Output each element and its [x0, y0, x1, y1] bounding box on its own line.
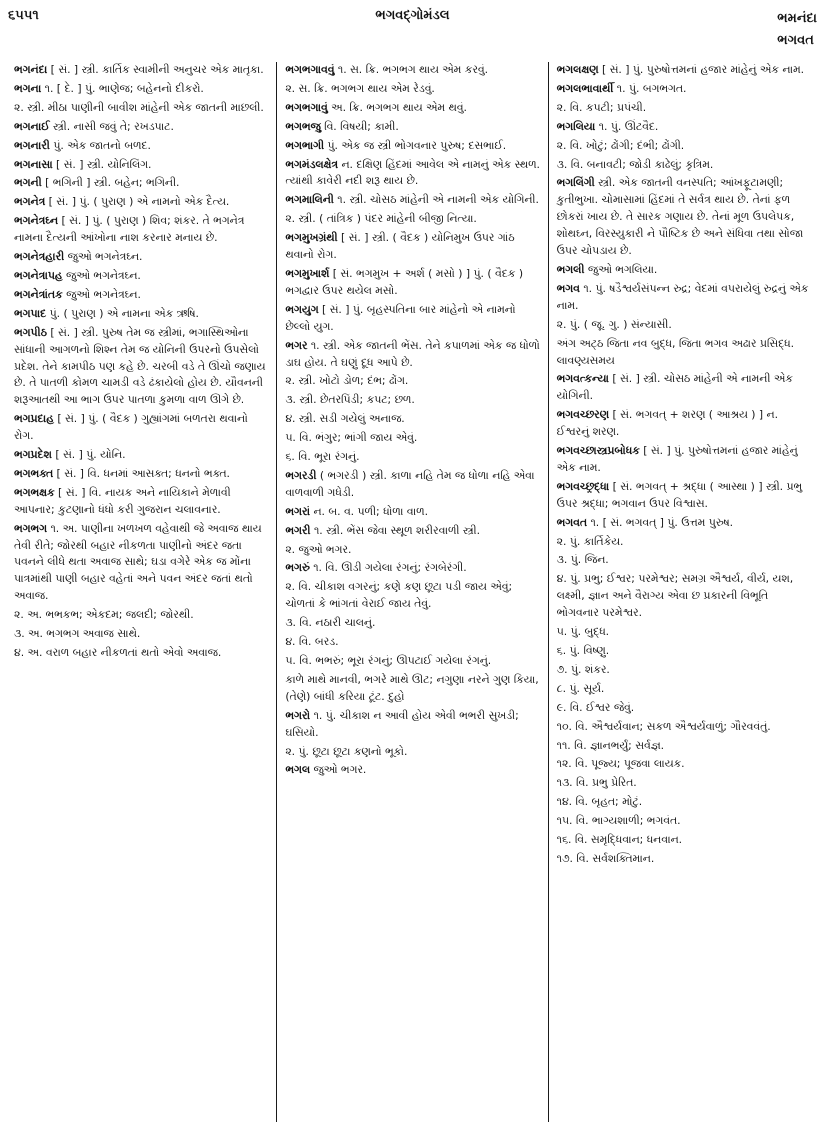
definition-text: ૩. સ્ત્રી. છેતરપિંડી; કપટ; છળ.	[285, 393, 415, 407]
dictionary-entry	[285, 373, 541, 390]
dictionary-entry	[285, 615, 541, 632]
definition-text: [ સં. ] પું. પુરુષોત્તમનાં હજાર માંહેનું એક નામ.	[598, 63, 805, 76]
dictionary-entry	[557, 719, 813, 736]
dictionary-entry	[557, 813, 813, 830]
dictionary-entry	[285, 411, 541, 428]
headword: ભગભાગી	[285, 138, 325, 152]
definition-text: ૧. સ. ક્રિ. ભગભગ થાય એમ કરવું.	[334, 63, 489, 76]
dictionary-entry	[285, 542, 541, 559]
dictionary-entry	[557, 281, 813, 315]
headword: ભગભક્ષક	[14, 485, 55, 499]
dictionary-entry	[285, 560, 541, 577]
dictionary-entry	[14, 119, 270, 136]
headword: ભગલિયા	[556, 119, 596, 133]
definition-text: ૬. પું. વિષ્ણુ.	[556, 644, 610, 657]
dictionary-entry	[557, 175, 813, 260]
definition-text: ૧. સ્ત્રી. ચોસઠ માંહેની એ નામની એક યોગિની.	[333, 193, 539, 207]
dictionary-entry	[557, 81, 813, 98]
dictionary-entry	[557, 552, 813, 569]
definition-text: ૧૨. વિ. પૂજ્ય; પૂજવા લાયક.	[556, 757, 685, 771]
headword: ભગલભાવાર્થી	[556, 81, 614, 95]
column-right	[549, 62, 819, 1122]
dictionary-entry	[14, 268, 270, 285]
definition-text: ૩. વિ. બનાવટી; જોડી કાઢેલું; કૃત્રિમ.	[556, 157, 714, 171]
definition-text: ૬. વિ. ભૂરા રંગનું.	[285, 450, 360, 464]
headword: ભગરો	[285, 708, 311, 722]
definition-text: [ સં. ] સ્ત્રી. ( વૈદક ) યોનિમુખ ઉપર ગાંઠ થવાનો રોગ.	[285, 231, 515, 262]
dictionary-entry	[557, 407, 813, 441]
dictionary-entry	[285, 119, 541, 136]
definition-text: [ સં. ] પું. બૃહસ્પતિના બાર માંહેનો એ નામનો છેલ્લો યુગ.	[285, 302, 516, 333]
dictionary-entry	[557, 681, 813, 698]
definition-text: ૨. પું. કાર્તિકેય.	[556, 534, 624, 548]
definition-text: સ્ત્રી. નાસી જવું તે; રખડપાટ.	[49, 119, 174, 133]
headword: ભગવત્કન્યા	[556, 372, 609, 386]
definition-text: [ સં. ] પું. યોનિ.	[51, 448, 126, 462]
headword: ભગનેત્રાપહ	[14, 268, 63, 282]
dictionary-entry	[14, 249, 270, 266]
dictionary-entry	[14, 607, 270, 624]
definition-text: [ સં. ] પું. પુરુષોત્તમનાં હજાર માંહેનું એક નામ.	[556, 444, 798, 474]
dictionary-entry	[557, 443, 813, 477]
definition-text: ૧. પું. ચીકાશ ન આવી હોય એવી ભભરી સુખડી; ઘસિયો.	[285, 708, 519, 739]
definition-text: ૧. [ સં. ભગવત્ ] પું. ઉત્તમ પુરુષ.	[587, 515, 734, 529]
definition-text: ૫. વિ. ભભરું; ભૂરા રંગનું; ઊપટાઈ ગયેલા રંગનું.	[285, 654, 492, 667]
guide-word-last: ભગવત	[777, 33, 814, 48]
definition-text: [ સં. ] પું. ( પુરાણ ) શિવ; શંકર. તે ભગનેત્ર નામના દૈત્યની આંખોના નાશ કરનાર મનાય છે.	[14, 214, 245, 245]
dictionary-entry	[557, 662, 813, 679]
headword: ભગલિંગી	[556, 176, 595, 190]
dictionary-entry	[557, 643, 813, 660]
dictionary-entry	[14, 194, 270, 211]
dictionary-entry	[285, 302, 541, 336]
definition-text: ૧. વિ. ઊડી ગયેલા રંગનું; રંગબેરંગી.	[309, 561, 467, 575]
definition-text: [ ભગિની ] સ્ત્રી. બહેન; ભગિની.	[41, 176, 180, 190]
dictionary-entry	[14, 138, 270, 155]
definition-text: [ સં. ] સ્ત્રી. કાર્તિક સ્વામીની અનુચર એક માતૃકા.	[47, 63, 264, 76]
definition-text: [ સં. ] પું. ( વૈદક ) ગુહ્યાંગમાં બળતરા થવાનો રોગ.	[14, 412, 248, 443]
definition-text: ૧. [ દે. ] પું. ભાણેજ; બહેનનો દીકરો.	[41, 81, 204, 95]
dictionary-entry	[285, 211, 541, 228]
dictionary-entry	[557, 100, 813, 117]
page-header	[0, 0, 825, 60]
definition-text: ૩. પું. જિન.	[556, 553, 609, 567]
definition-text: અંગ અટ્ઠ જિતા નવ બુદ્ધ, જિતા ભગવ અઢાર પ્રસિદ્ધ. લાવણ્યસમય	[556, 336, 795, 367]
dictionary-entry	[285, 392, 541, 409]
definition-text: ૨. અ. ભભકભ; એકદમ; જલદી; જોરથી.	[14, 608, 194, 622]
dictionary-entry	[285, 192, 541, 209]
definition-text: ૧. સ્ત્રી. એક જાતની ભેંસ. તેને કપાળમાં એક જ ધોળો ડાઘ હોય. તે ઘણું દૂધ આપે છે.	[285, 338, 540, 369]
dictionary-entry	[285, 100, 541, 117]
headword: ભગવચ્છાસ્ત્રપ્રબોધક	[556, 444, 640, 458]
definition-text: ૧૫. વિ. ભાગ્યશાળી; ભગવંત.	[556, 814, 681, 828]
definition-text: જુઓ ભગનેત્રઘ્ન.	[62, 287, 141, 301]
dictionary-entry	[557, 534, 813, 551]
headword: ભગનાઈ	[14, 119, 50, 133]
definition-text: ૫. વિ. ભંગુર; ભાંગી જાય એવું.	[285, 431, 418, 445]
definition-text: ન. બ. વ. પળી; ધોળા વાળ.	[310, 504, 429, 518]
dictionary-entry	[285, 762, 541, 779]
definition-text: ૪. પું. પ્રભુ; ઈશ્વર; પરમેશ્વર; સમગ્ર ઐશ્વર્ય, વીર્ય, યશ, લક્ષ્મી, જ્ઞાન અને વૈરાગ્ય એવા છ પ્રકારની વિભૂતિ ભોગવનાર પરમેશ્વર.	[556, 572, 794, 620]
dictionary-entry	[285, 634, 541, 651]
dictionary-entry	[285, 266, 541, 300]
headword: ભગભગાવું	[285, 100, 328, 114]
dictionary-entry	[557, 832, 813, 849]
definition-text: ( ભગરડી ) સ્ત્રી. કાળા નહિ તેમ જ ધોળા નહિ એવા વાળવાળી ગધેડી.	[285, 468, 535, 499]
dictionary-entry	[14, 175, 270, 192]
dictionary-entry	[14, 447, 270, 464]
definition-text: ૧૭. વિ. સર્વશક્તિમાન.	[556, 851, 655, 865]
headword: ભગનેત્રહારી	[14, 250, 65, 264]
headword: ભગનેત્રાંતક	[14, 287, 63, 301]
headword: ભગભજુ	[285, 119, 321, 133]
dictionary-entry	[285, 523, 541, 540]
dictionary-entry	[557, 700, 813, 717]
column-left	[6, 62, 277, 1122]
definition-text: ૨. સ્ત્રી. ખોટો ડોળ; દંભ; ઢોંગ.	[285, 374, 409, 388]
dictionary-entry	[285, 744, 541, 761]
headword: ભગમુખાર્શ	[285, 266, 330, 280]
dictionary-entry	[285, 62, 541, 79]
definition-text: [ સં. ભગવત્ + શ્રદ્ધા ( આસ્થા ) ] સ્ત્રી. પ્રભુ ઉપર શ્રદ્ધા; ભગવાન ઉપર વિશ્વાસ.	[556, 479, 803, 510]
dictionary-entry	[14, 645, 270, 662]
dictionary-entry	[285, 338, 541, 372]
dictionary-entry	[557, 794, 813, 811]
headword: ભગમંડલક્ષેત્ર	[285, 157, 339, 171]
dictionary-entry	[14, 213, 270, 247]
definition-text: જુઓ ભગર.	[310, 763, 367, 777]
dictionary-entry	[285, 672, 541, 706]
headword: ભગભગાવવું	[285, 63, 335, 76]
definition-text: ૧. પું. બગભગત.	[613, 81, 687, 95]
headword: ભગનંદા	[14, 63, 48, 76]
headword: ભગમુખગ્રંથી	[285, 231, 338, 245]
definition-text: પું. એક જાતનો બળદ.	[49, 138, 151, 152]
dictionary-entry	[14, 81, 270, 98]
headword: ભગલક્ષણ	[556, 63, 599, 76]
dictionary-entry	[557, 138, 813, 155]
definition-text: [ સં. ભગવત્ + શરણ ( આશ્રય ) ] ન. ઈશ્વરનું શરણ.	[556, 408, 779, 439]
definition-text: પું. એક જ સ્ત્રી ભોગવનાર પુરુષ; દસભાઈ.	[324, 138, 507, 152]
definition-text: ૮. પું. સૂર્ય.	[556, 681, 605, 695]
dictionary-entry	[14, 157, 270, 174]
headword: ભગવ	[556, 281, 580, 295]
dictionary-columns	[6, 62, 819, 1122]
dictionary-entry	[285, 81, 541, 98]
dictionary-entry	[557, 851, 813, 868]
definition-text: ૭. પું. શંકર.	[556, 662, 610, 676]
headword: ભગવચ્છરણ	[556, 408, 610, 422]
headword: ભગમાલિની	[285, 193, 334, 207]
dictionary-entry	[285, 230, 541, 264]
definition-text: સ્ત્રી. એક જાતની વનસ્પતિ; આંખફૂટામણી; કુતીભુખા. ચોમાસામાં હિંદમાં તે સર્વત્ર થાય છે. તેનાં ફળ છોકરાં ખાય છે. તે સારક ગણાય છે. તેનાં મૂળ ઉપલેપક, શોથઘ્ન, વિરસ્યુકારી ને પૌષ્ટિક છે અને સંધિવા તથા સોજા ઉપર ચોપડાય છે.	[556, 176, 804, 258]
dictionary-entry	[14, 626, 270, 643]
dictionary-entry	[14, 306, 270, 323]
headword: ભગવત	[556, 515, 588, 529]
dictionary-entry	[285, 157, 541, 191]
dictionary-entry	[285, 653, 541, 670]
definition-text: ૨. વિ. ખોટું; ઢોંગી; દંભી; ઢોંગી.	[556, 138, 685, 152]
dictionary-entry	[557, 119, 813, 136]
dictionary-entry	[14, 287, 270, 304]
definition-text: અ. ક્રિ. ભગભગ થાય એમ થવું.	[327, 100, 467, 114]
definition-text: ૯. વિ. ઈશ્વર જેવું.	[556, 700, 635, 714]
headword: ભગયુગ	[285, 302, 319, 316]
definition-text: કાળે માથે માનવી, ભગરે માથે ઊટ; નગુણા નરને ગુણ કિયા, (તેણે) બાંધી કરિયા ટૂંટ. દુહો	[285, 672, 539, 703]
dictionary-entry	[285, 138, 541, 155]
definition-text: ૨. સ્ત્રી. ( તાંત્રિક ) પંદર માંહેની બીજી નિત્યા.	[285, 212, 477, 226]
dictionary-entry	[285, 430, 541, 447]
dictionary-entry	[557, 738, 813, 755]
dictionary-entry	[285, 579, 541, 613]
definition-text: ૧. અ. પાણીના ખળખળ વહેવાથી જે અવાજ થાય તેવી રીતે; જોરથી બહાર નીકળતા પાણીનો અંદર જતા પવનને લીધે થતા અવાજ સાથે; ઘડા વગેરે એક જ મોંના પાત્રમાંથી પાણી બહાર વહેતાં અને પવન અંદર જતાં થતો અવાજ.	[14, 521, 262, 603]
dictionary-entry	[557, 515, 813, 532]
definition-text: ૧. પું. ઊંટવૈદ.	[595, 119, 659, 133]
dictionary-entry	[557, 571, 813, 622]
headword: ભગભક્ત	[14, 466, 54, 480]
dictionary-entry	[557, 624, 813, 641]
definition-text: ન. દક્ષિણ હિંદમાં આવેલ એ નામનું એક સ્થળ. ત્યાંથી કાવેરી નદી શરૂ થાય છે.	[285, 157, 540, 188]
definition-text: વિ. વિષયી; કામી.	[320, 119, 399, 133]
definition-text: ૨. પું. ( જૂ. ગુ. ) સંન્યાસી.	[556, 317, 672, 331]
headword: ભગલી	[556, 262, 585, 276]
headword: ભગના	[14, 81, 42, 95]
headword: ભગભગ	[14, 521, 48, 535]
definition-text: ૧. સ્ત્રી. ભેંસ જેવા સ્થૂળ શરીરવાળી સ્ત્રી.	[310, 523, 481, 537]
definition-text: ૨. જુઓ ભગર.	[285, 542, 352, 556]
headword: ભગનેત્ર	[14, 195, 46, 209]
definition-text: [ સં. ] પું. ( પુરાણ ) એ નામનો એક દૈત્ય.	[45, 195, 230, 209]
column-middle	[277, 62, 548, 1122]
dictionary-entry	[14, 411, 270, 445]
headword: ભગવચ્છ્રદ્ધા	[556, 479, 610, 493]
headword: ભગપાદ	[14, 306, 47, 320]
page-number: ૬૫૫૧	[8, 8, 39, 23]
definition-text: જુઓ ભગનેત્રઘ્ન.	[62, 268, 141, 282]
dictionary-entry	[285, 468, 541, 502]
dictionary-entry	[557, 62, 813, 79]
dictionary-entry	[285, 708, 541, 742]
headword: ભગર	[285, 338, 308, 352]
definition-text: જુઓ ભગલિયા.	[584, 262, 658, 276]
dictionary-entry	[557, 262, 813, 279]
dictionary-entry	[14, 62, 270, 79]
definition-text: ૧. પું. ષડૈશ્વર્યસંપન્ન રુદ્ર; વેદમાં વપરાયેલું રુદ્રનું એક નામ.	[556, 281, 809, 312]
dictionary-entry	[14, 325, 270, 410]
definition-text: ૨. વિ. કપટી; પ્રપંચી.	[556, 100, 647, 114]
dictionary-entry	[557, 336, 813, 370]
guide-words	[777, 8, 817, 52]
dictionary-entry	[14, 485, 270, 519]
definition-text: ૩. વિ. નઠારી ચાલનું.	[285, 616, 376, 630]
dictionary-entry	[557, 157, 813, 174]
definition-text: [ સં. ] વિ. ધનમાં આસક્ત; ધનનો ભક્ત.	[53, 466, 230, 480]
dictionary-entry	[557, 775, 813, 792]
definition-text: ૨. વિ. ચીકાશ વગરનું; કણે કણ છૂટા પડી જાય એવું; ચોળતાં કે ભાંગતાં વેરાઈ જાય તેવું.	[285, 580, 513, 611]
headword: ભગરી	[285, 523, 311, 537]
dictionary-entry	[557, 479, 813, 513]
definition-text: ૪. સ્ત્રી. સડી ગયેલું અનાજ.	[285, 412, 405, 426]
dictionary-entry	[557, 371, 813, 405]
dictionary-entry	[14, 466, 270, 483]
definition-text: [ સં. ભગમુખ + અર્શ ( મસો ) ] પું. ( વૈદક ) ભગદ્વાર ઉપર થયેલ મસો.	[285, 266, 524, 297]
definition-text: ૨. પું. છૂટા છૂટા કણનો ભૂકો.	[285, 744, 408, 758]
dictionary-entry	[285, 449, 541, 466]
headword: ભગપીઠ	[14, 325, 47, 339]
definition-text: ૧૧. વિ. જ્ઞાનભર્યું; સર્વજ્ઞ.	[556, 738, 665, 752]
definition-text: ૨. સ. ક્રિ. ભગભગ થાય એમ રેડવું.	[285, 81, 435, 95]
definition-text: ૧૬. વિ. સમૃદ્ધિવાન; ધનવાન.	[556, 833, 683, 847]
headword: ભગરું	[285, 561, 310, 575]
dictionary-entry	[285, 504, 541, 521]
headword: ભગનારી	[14, 138, 50, 152]
headword: ભગનેત્રઘ્ન	[14, 214, 59, 228]
definition-text: જુઓ ભગનેત્રઘ્ન.	[64, 250, 143, 264]
definition-text: [ સં. ] સ્ત્રી. યોનિલિંગ.	[52, 157, 152, 171]
definition-text: ૪. વિ. બરડ.	[285, 635, 339, 649]
definition-text: [ સં. ] વિ. નાયક અને નાયિકાને મેળાવી આપનાર; કુટણાનો ધંધો કરી ગુજરાન ચલાવનાર.	[14, 485, 231, 516]
headword: ભગરાં	[285, 504, 311, 518]
headword: ભગરડી	[285, 468, 317, 482]
headword: ભગનાસા	[14, 157, 53, 171]
definition-text: ૪. અ. વરાળ બહાર નીકળતાં થતો એવો અવાજ.	[14, 646, 222, 659]
definition-text: પું. ( પુરાણ ) એ નામના એક ઋષિ.	[46, 306, 199, 320]
definition-text: ૩. અ. ભગભગ અવાજ સાથે.	[14, 627, 141, 641]
definition-text: ૧૩. વિ. પ્રભુ પ્રેરિત.	[556, 776, 637, 790]
definition-text: ૨. સ્ત્રી. મીઠા પાણીની બાવીશ માંહેની એક જાતની માછલી.	[14, 100, 264, 114]
headword: ભગની	[14, 176, 42, 190]
definition-text: ૫. પું. બુદ્ધ.	[556, 625, 610, 639]
definition-text: [ સં. ] સ્ત્રી. ચોસઠ માંહેની એ નામની એક યોગિની.	[556, 372, 793, 403]
headword: ભગલ	[285, 763, 311, 777]
headword: ભગપ્રદેશ	[14, 448, 52, 462]
running-title: ભગવદ્ગોમંડલ	[375, 8, 450, 23]
dictionary-entry	[14, 100, 270, 117]
definition-text: ૧૦. વિ. ઐશ્વર્યવાન; સકળ ઐશ્વર્યવાળું; ગૌરવવંતું.	[556, 719, 771, 733]
definition-text: ૧૪. વિ. બૃહત; મોટું.	[556, 795, 643, 809]
definition-text: [ સં. ] સ્ત્રી. પુરુષ તેમ જ સ્ત્રીમાં, ભગાસ્થિઓના સાંધાની આગળનો શિશ્ન તેમ જ યોનિની ઉપરનો ઉપસેલો પ્રદેશ. તેને કામપીઠ પણ કહે છે. ચરબી વડે તે ઊંચો જણાય છે. તે પાતળી કોમળ ચામડી વડે ઢંકાયેલો હોય છે. યૌવનની શરૂઆતથી આ ભાગ ઉપર પાતળા કુમળા વાળ ઊગે છે.	[14, 325, 266, 407]
guide-word-first: ભમનંદા	[777, 11, 817, 26]
dictionary-entry	[14, 521, 270, 606]
headword: ભગપ્રદાહ	[14, 412, 54, 426]
dictionary-entry	[557, 317, 813, 334]
dictionary-entry	[557, 756, 813, 773]
